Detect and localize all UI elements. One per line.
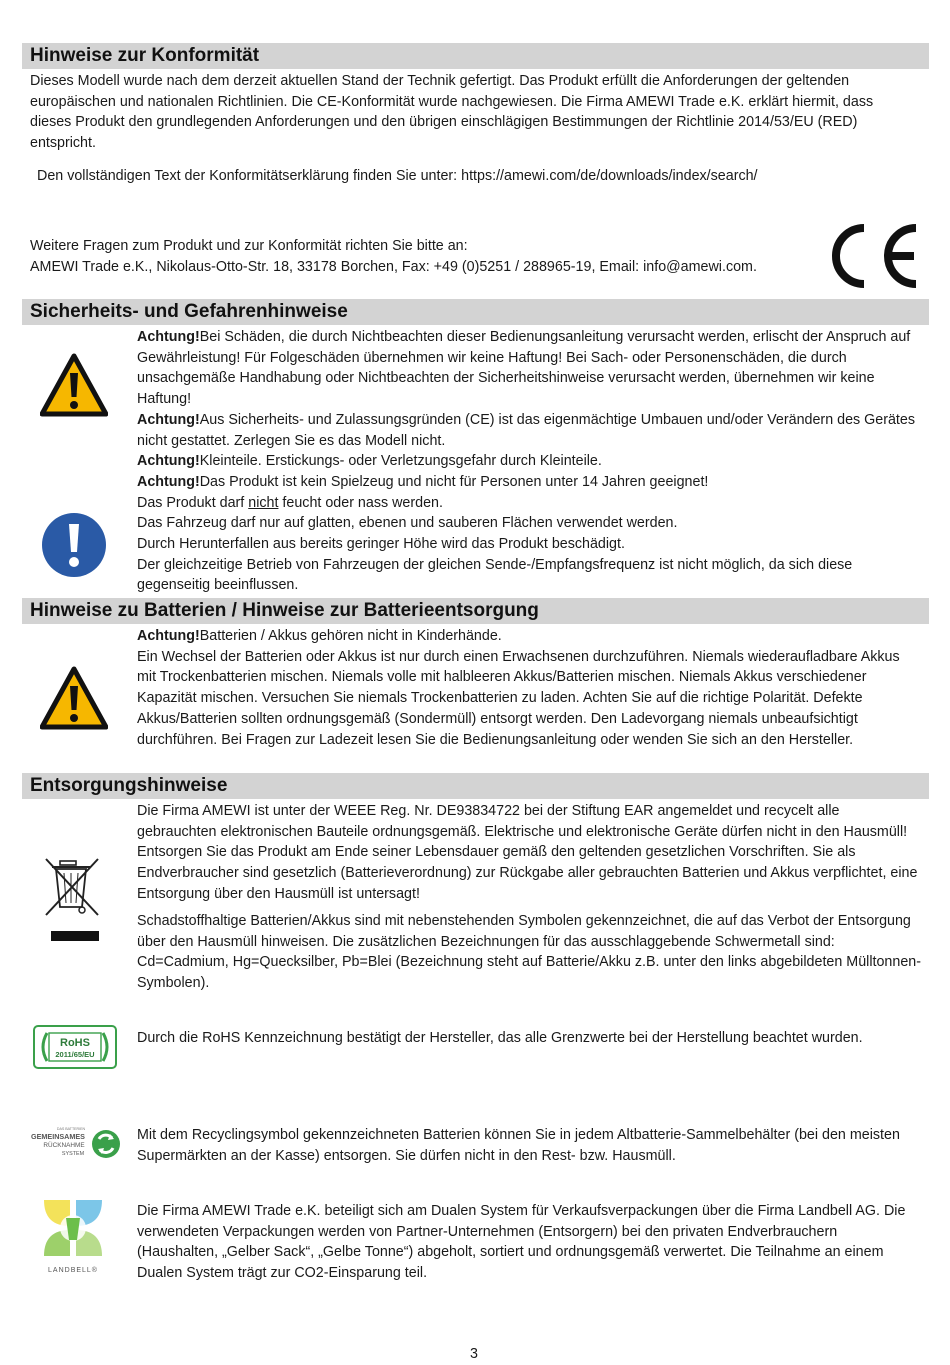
- disposal-landbell-text: Die Firma AMEWI Trade e.K. beteiligt sich am Dualen System für Verkaufsverpackungen über die Firma Landbell AG. Die verwendeten Verpackungen werden von Partner-Unternehmen (Entsorgern) bei den privaten Endverbrauchern (Haushalten, „Gelber Sack“, „Gelbe Tonne“) abgeholt, sortiert und ordnungsgemäß verwertet. Die Teilnahme an einem Dualen System trägt zur CO2-Einsparung teil.: [137, 1203, 906, 1282]
- rohs-logo-text: RoHS: [60, 1037, 90, 1049]
- disposal-rohs-text: Durch die RoHS Kennzeichnung bestätigt der Hersteller, das alle Grenzwerte bei der Herstellung beachtet wurden.: [137, 1030, 863, 1046]
- contact-intro: Weitere Fragen zum Produkt und zur Konformität richten Sie bitte an:: [30, 238, 468, 254]
- disposal-hazard-text: Schadstoffhaltige Batterien/Akkus sind mit nebenstehenden Symbolen gekennzeichnet, die auf das Verbot der Entsorgung über den Hausmüll hinweisen. Die zusätzlichen Bezeichnungen für das ausschlaggebende Schwermetall sind: Cd=Cadmium, Hg=Quecksilber, Pb=Blei (Bezeichnung steht auf Batterie/Akku z.B. unter den links abgebildeten Mülltonnen-Symbolen).: [137, 913, 921, 992]
- svg-text:RÜCKNAHME: RÜCKNAHME: [43, 1142, 85, 1149]
- section-header-battery: Hinweise zu Batterien / Hinweise zur Batterieentsorgung: [22, 598, 929, 624]
- grs-recycling-logo: [24, 1124, 124, 1164]
- disposal-weee-text: Die Firma AMEWI ist unter der WEEE Reg. Nr. DE93834722 bei der Stiftung EAR angemeldet und recycelt alle gebrauchten elektronischen Bauteile ordnungsgemäß. Elektrische und elektronische Geräte dürfen nicht in den Hausmüll! Entsorgen Sie das Produkt am Ende seiner Lebensdauer gemäß den geltenden gesetzlichen Vorschriften. Sie als Endverbraucher sind gesetzlich (Batterieverordnung) zur Rückgabe aller gebrauchten Batterien und Akkus verpflichtet, eine Entsorgung über den Hausmüll ist untersagt!: [137, 803, 918, 902]
- battery-warning: Achtung!Batterien / Akkus gehören nicht in Kinderhände.: [137, 628, 502, 644]
- mandatory-info-icon: [41, 512, 107, 578]
- warning-triangle-icon: [40, 353, 108, 417]
- svg-text:SYSTEM: SYSTEM: [61, 1151, 85, 1157]
- rohs-logo-subtext: 2011/65/EU: [55, 1050, 95, 1059]
- section-header-disposal: Entsorgungshinweise: [22, 773, 929, 799]
- svg-text:DAS BATTERIEN: DAS BATTERIEN: [56, 1127, 86, 1131]
- safety-warning-3: Achtung!Kleinteile. Erstickungs- oder Verletzungsgefahr durch Kleinteile.: [137, 453, 602, 470]
- crossed-out-bin-icon: [42, 853, 102, 943]
- safety-warning-2: Achtung!Aus Sicherheits- und Zulassungsgründen (CE) ist das eigenmächtige Umbauen und/oder Verändern des Gerätes nicht gestattet. Zerlegen Sie es das Modell nicht.: [137, 411, 915, 449]
- contact-address: AMEWI Trade e.K., Nikolaus-Otto-Str. 18, 33178 Borchen, Fax: +49 (0)5251 / 288965-19, Email: info@amewi.com.: [30, 259, 757, 275]
- safety-warning-4: Achtung!Das Produkt ist kein Spielzeug und nicht für Personen unter 14 Jahren geeignet!: [137, 473, 709, 490]
- rohs-logo: [33, 1025, 117, 1069]
- safety-line-surface: Das Fahrzeug darf nur auf glatten, ebenen und sauberen Flächen verwendet werden.: [137, 515, 678, 532]
- landbell-logo: [40, 1196, 106, 1276]
- safety-text-block: [137, 327, 922, 596]
- battery-body: Ein Wechsel der Batterien oder Akkus ist nur durch einen Erwachsenen durchzuführen. Niemals wiederaufladbare Akkus mit Trockenbatterien mischen. Niemals volle mit halbleeren Akkus/Batterien mischen. Niemals Akkus verschiedener Kapazität mischen. Versuchen Sie niemals Trockenbatterien zu laden. Achten Sie auf die richtige Polarität. Defekte Akkus/Batterien sollten ordnungsgemäß (Sondermüll) entsorgt werden. Den Ladevorgang niemals unbeaufsichtigt durchführen. Bei Fragen zur Ladezeit lesen Sie die Bedienungsanleitung oder wenden Sie sich an den Hersteller.: [137, 648, 900, 748]
- disposal-recycling-text: Mit dem Recyclingsymbol gekennzeichneten Batterien können Sie in jedem Altbatterie-Sammelbehälter (bei den meisten Supermärkten an der Kasse) entsorgen. Sie dürfen nicht in den Rest- bzw. Hausmüll.: [137, 1127, 900, 1164]
- warning-triangle-icon: [40, 666, 108, 730]
- landbell-logo-text: LANDBELL®: [48, 1267, 98, 1274]
- safety-line-drop: Durch Herunterfallen aus bereits geringer Höhe wird das Produkt beschädigt.: [137, 536, 625, 553]
- section-header-conformity: Hinweise zur Konformität: [22, 43, 929, 69]
- page-number: 3: [470, 1346, 478, 1362]
- safety-line-frequency: Der gleichzeitige Betrieb von Fahrzeugen der gleichen Sende-/Empfangsfrequenz ist nicht möglich, da sich diese gegenseitig beeinflussen.: [137, 556, 853, 594]
- battery-text-block: [137, 626, 922, 750]
- ce-mark-icon: [830, 222, 920, 290]
- safety-line-moisture: Das Produkt darf nicht feucht oder nass werden.: [137, 494, 443, 511]
- conformity-declaration-link-text: Den vollständigen Text der Konformitätserklärung finden Sie unter: https://amewi.com/de/downloads/index/search/: [37, 168, 758, 184]
- safety-warning-1: Achtung!Bei Schäden, die durch Nichtbeachten dieser Bedienungsanleitung verursacht werden, erlischt der Anspruch auf Gewährleistung! Für Folgeschäden übernehmen wir keine Haftung! Bei Sach- oder Personenschäden, die durch unsachgemäße Handhabung oder Nichtbeachten der Sicherheitshinweise verursacht werden, übernehmen wir keine Haftung!: [137, 329, 911, 408]
- section-header-safety: Sicherheits- und Gefahrenhinweise: [22, 299, 929, 325]
- conformity-paragraph: Dieses Modell wurde nach dem derzeit aktuellen Stand der Technik gefertigt. Das Produkt erfüllt die Anforderungen der geltenden europäischen und nationalen Richtlinien. Die CE-Konformität wurde nachgewiesen. Die Firma AMEWI Trade e.K. erklärt hiermit, dass dieses Produkt den grundlegenden Anforderungen und den übrigen einschlägigen Bestimmungen der Richtlinie 2014/53/EU (RED) entspricht.: [30, 73, 874, 152]
- svg-text:GEMEINSAMES: GEMEINSAMES: [31, 1132, 85, 1141]
